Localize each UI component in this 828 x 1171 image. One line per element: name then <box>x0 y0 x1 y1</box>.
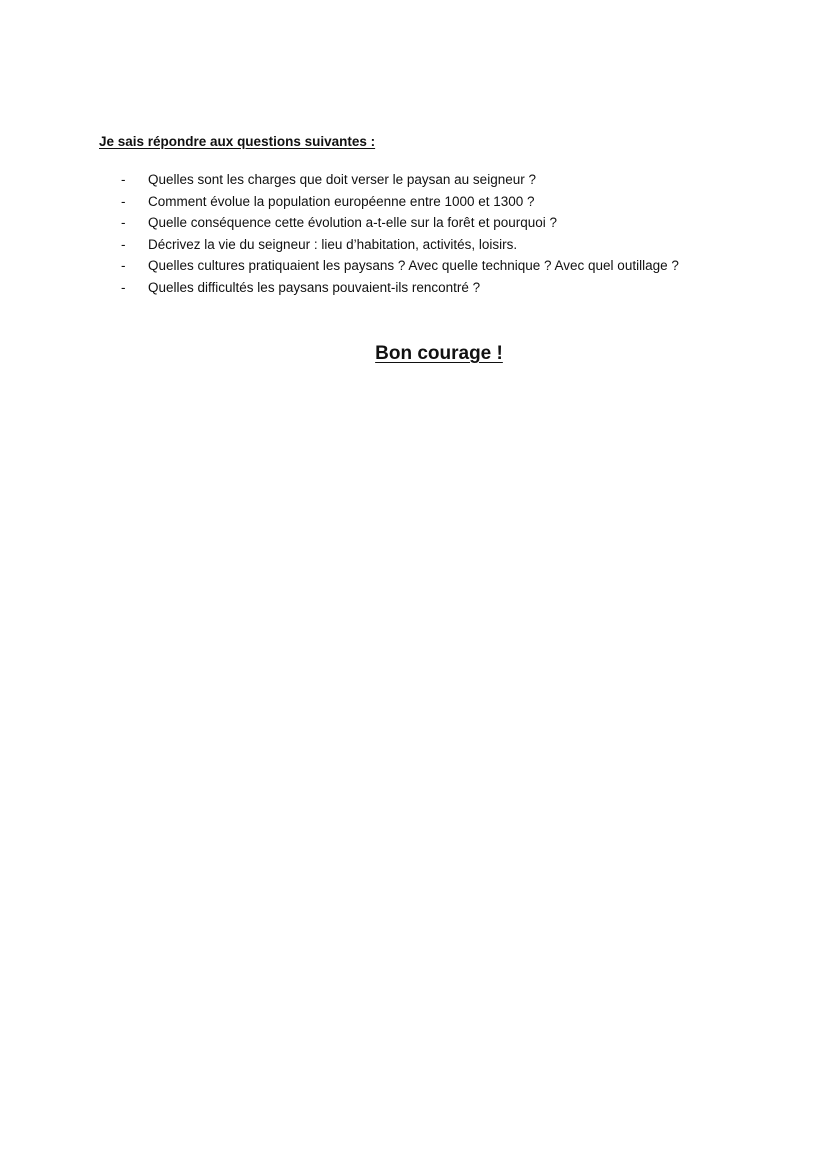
question-text: Décrivez la vie du seigneur : lieu d’habitation, activités, loisirs. <box>148 236 518 252</box>
question-text: Quelles difficultés les paysans pouvaient-ils rencontré ? <box>148 279 481 295</box>
closing-message: Bon courage ! <box>375 343 503 364</box>
question-text: Quelle conséquence cette évolution a-t-elle sur la forêt et pourquoi ? <box>148 215 558 231</box>
bullet-dash: - <box>121 215 126 231</box>
question-text: Comment évolue la population européenne entre 1000 et 1300 ? <box>148 193 535 209</box>
bullet-dash: - <box>121 193 126 209</box>
question-text: Quelles sont les charges que doit verser le paysan au seigneur ? <box>148 172 536 187</box>
bullet-dash: - <box>121 236 126 252</box>
bullet-dash: - <box>121 279 126 295</box>
bullet-dash: - <box>121 172 126 187</box>
question-text: Quelles cultures pratiquaient les paysans ? Avec quelle technique ? Avec quel outillage ? <box>148 258 679 274</box>
bullet-dash: - <box>121 258 126 274</box>
section-heading: Je sais répondre aux questions suivantes : <box>99 134 376 149</box>
